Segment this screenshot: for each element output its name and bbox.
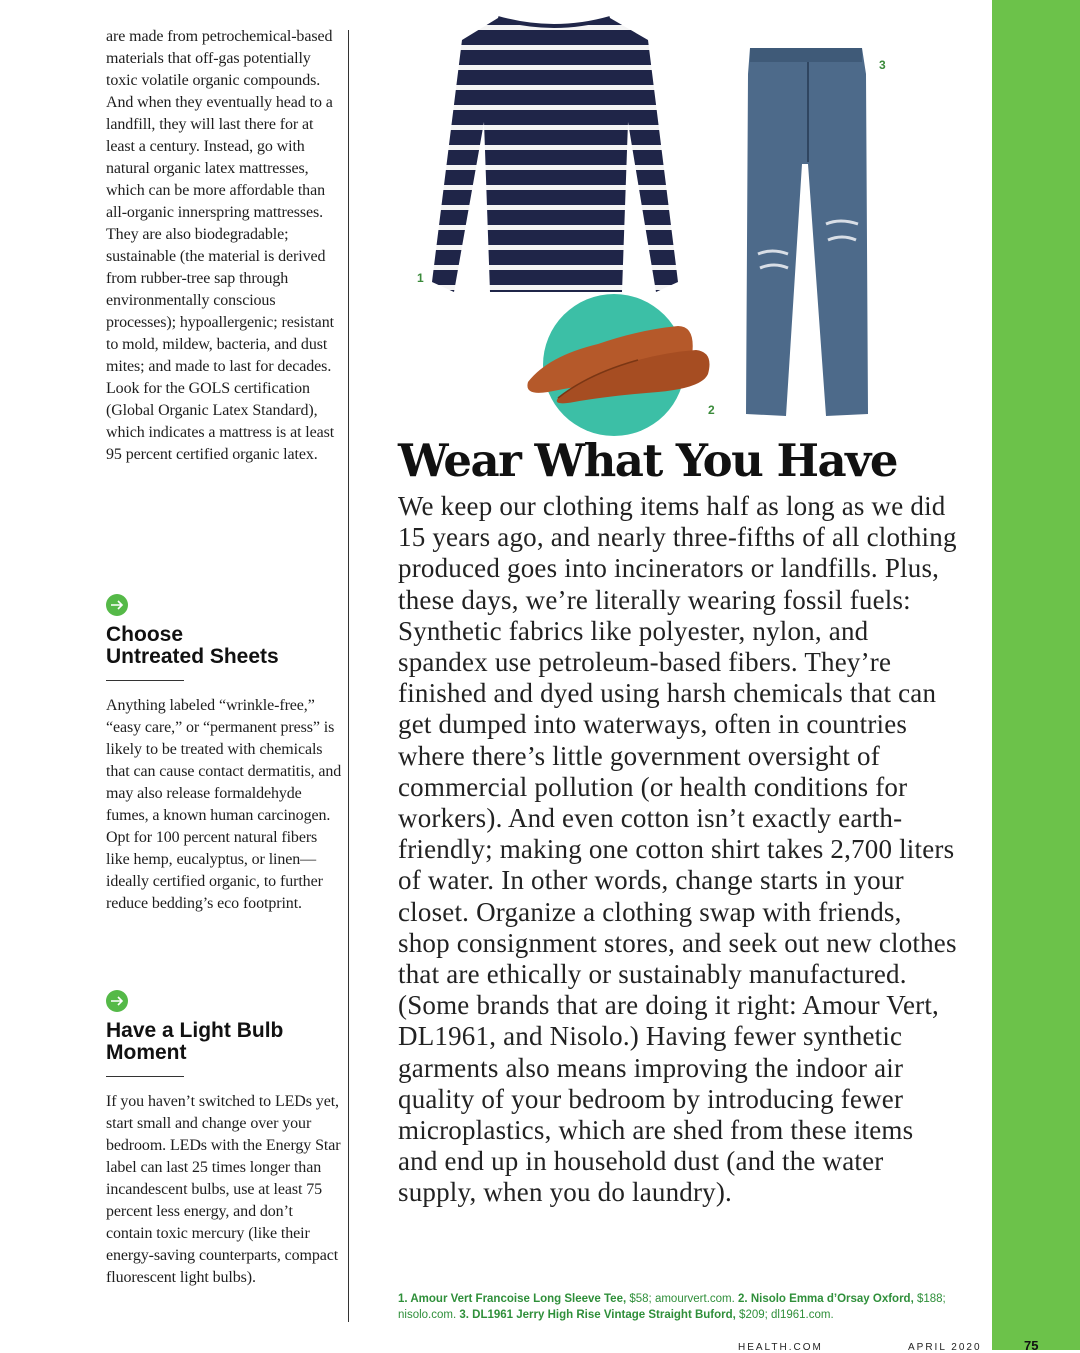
section-body: Anything labeled “wrinkle-free,” “easy care,” or “permanent press” is likely to be treated with chemicals that can cause contact dermatitis, and may also release formaldehyde fumes, a known human carcinogen. Opt for 100 percent natural fibers like hemp, eucalyptus, or linen—ideally certified organic, to further reduce bedding’s eco footprint. xyxy=(106,697,342,912)
section-body: If you haven’t switched to LEDs yet, start small and change over your bedroom. LEDs with the Energy Star label can last 25 times longer than incandescent bulbs, use at least 75 percent less energy, and don’t contain toxic mercury (like their energy-saving counterparts, compact fluorescent light bulbs). xyxy=(106,1093,341,1286)
credit-name: 1. Amour Vert Francoise Long Sleeve Tee, xyxy=(398,1293,627,1305)
footer-site: HEALTH.COM xyxy=(738,1342,823,1353)
article-body: We keep our clothing items half as long as we did 15 years ago, and nearly three-fifths of all clothing produced goes into incinerators or landfills. Plus, these days, we’re literally wearing fossil fuels: Synthetic fabrics like polyester, nylon, and spandex use petroleum-based fibers. They’re finished and dyed using harsh chemicals that can get dumped into waterways, often in countries where there’s little government oversight of commercial pollution (or health conditions for workers). And even cotton isn’t exactly earth-friendly; making one cotton shirt takes 2,700 liters of water. In other words, change starts in your closet. Organize a clothing swap with friends, shop consignment stores, and seek out new clothes that are ethically or sustainably manufactured. (Some brands that are doing it right: Amour Vert, DL1961, and Nisolo.) Having fewer synthetic garments also means improving the indoor air quality of your bedroom by introducing fewer microplastics, which are shed from these items and end up in household dust (and the water supply, when you do laundry). xyxy=(398,491,957,1208)
divider xyxy=(106,1076,184,1077)
sidebar-section-sheets xyxy=(106,594,342,915)
section-heading-line: Untreated Sheets xyxy=(106,645,279,668)
credit-name: 2. Nisolo Emma d’Orsay Oxford, xyxy=(738,1293,914,1305)
straight-jeans-image xyxy=(742,44,870,422)
arrow-right-icon xyxy=(106,990,128,1012)
credit-detail: $58; amourvert.com. xyxy=(626,1293,739,1305)
article-title: Wear What You Have xyxy=(398,434,897,487)
credit-detail: $188; nisolo.com. xyxy=(398,1293,946,1321)
section-heading-line: Moment xyxy=(106,1041,187,1064)
product-credits xyxy=(398,1291,978,1323)
sidebar-column xyxy=(106,26,342,1286)
product-number-label: 2 xyxy=(708,403,715,417)
footer-issue: APRIL 2020 xyxy=(908,1342,982,1353)
credit-name: 3. DL1961 Jerry High Rise Vintage Straight Buford, xyxy=(459,1309,736,1321)
sidebar-intro-text: are made from petrochemical-based materials that off-gas potentially toxic volatile organic compounds. And when they eventually head to a landfill, they will last there for at least a century. Instead, go with natural organic latex mattresses, which can be more affordable than all-organic innerspring mattresses. They are also biodegradable; sustainable (the material is derived from rubber-tree sap through environmentally conscious processes); hypoallergenic; resistant to mold, mildew, bacteria, and dust mites; and made to last for decades. Look for the GOLS certification (Global Organic Latex Standard), which indicates a mattress is at least 95 percent certified organic latex. xyxy=(106,28,335,463)
striped-tee-image xyxy=(428,12,680,302)
divider xyxy=(106,680,184,681)
sidebar-section-light-bulb xyxy=(106,990,342,1289)
product-number-label: 1 xyxy=(417,271,424,285)
section-heading xyxy=(106,1020,342,1064)
page-number: 75 xyxy=(1024,1338,1039,1353)
arrow-right-icon xyxy=(106,594,128,616)
section-heading-line: Have a Light Bulb xyxy=(106,1019,284,1042)
green-edge-bar xyxy=(992,0,1080,1350)
column-rule xyxy=(348,30,349,1322)
product-number-label: 3 xyxy=(879,58,886,72)
section-heading-line: Choose xyxy=(106,623,184,646)
oxford-shoes-image xyxy=(518,316,718,406)
section-heading xyxy=(106,624,342,668)
credit-detail: $209; dl1961.com. xyxy=(735,1309,834,1321)
